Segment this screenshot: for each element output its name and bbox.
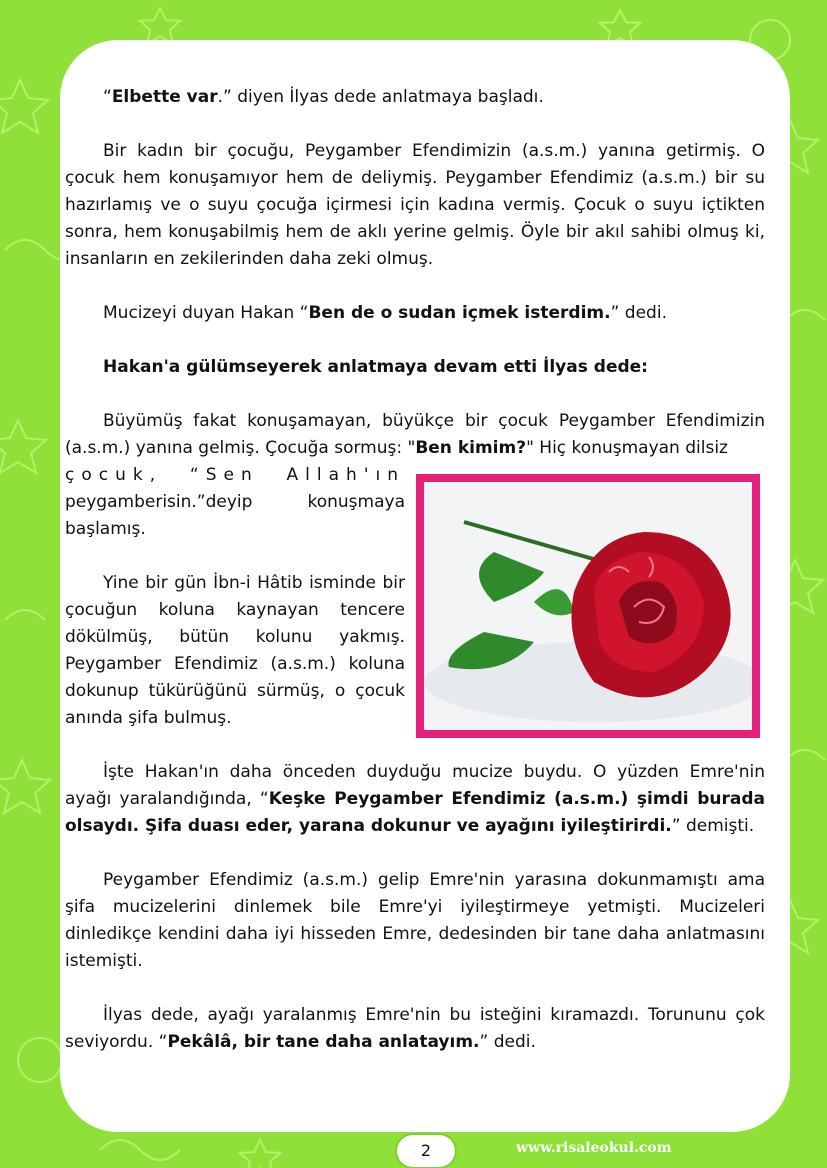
paragraph-hakan-wish: Mucizeyi duyan Hakan “Ben de o sudan içmek isterdim.” dedi. bbox=[103, 303, 667, 323]
bold-quote: Ben de o sudan içmek isterdim. bbox=[308, 303, 611, 323]
rose-photo bbox=[416, 474, 760, 738]
paragraph-hakan-memory: İşte Hakan'ın daha önceden duyduğu mucize buydu. O yüzden Emre'nin ayağı yaralandığında, “Keşke Peygamber Efendimiz (a.s.m.) şimdi burada olsaydı. Şifa duası eder, yarana dokunur ve ayağını iyileştirirdi.” demişti. bbox=[65, 762, 765, 836]
red-rose-icon bbox=[424, 482, 752, 730]
wrapped-column bbox=[65, 462, 405, 732]
paragraph-burn-healing: Yine bir gün İbn-i Hâtib isminde bir çocuğun koluna kaynayan tencere dökülmüş, bütün kolunu yakmış. Peygamber Efendimiz (a.s.m.) koluna dokunup tükürüğünü sürmüş, o çocuk anında şifa bulmuş. bbox=[65, 573, 405, 728]
paragraph-heading: Hakan'a gülümseyerek anlatmaya devam etti İlyas dede: bbox=[103, 357, 648, 377]
bold-quote: Elbette var bbox=[111, 87, 218, 107]
paragraph-miracle-water: Bir kadın bir çocuğu, Peygamber Efendimizin (a.s.m.) yanına getirmiş. O çocuk hem konuşamıyor hem de deliymiş. Peygamber Efendimiz (a.s.m.) bir su hazırlamış ve o suyu çocuğa içirmesi için kadına vermiş. Çocuk o suyu içtikten sonra, hem konuşabilmiş hem de aklı yerine gelmiş. Öyle bir akıl sahibi olmuş ki, insanların en zekilerinden daha zeki olmuş. bbox=[65, 141, 765, 269]
paragraph-mute-child-end: peygamberisin.”deyip konuşmaya başlamış. bbox=[65, 492, 405, 539]
spaced-line: çocuk, “Sen Allah'ın bbox=[65, 465, 405, 485]
bold-quote: Keşke Peygamber Efendimiz (a.s.m.) şimdi burada olsaydı. Şifa duası eder, yarana dokunur ve ayağını iyileştirirdi. bbox=[65, 789, 765, 836]
paragraph-intro: “Elbette var.” diyen İlyas dede anlatmaya başladı. bbox=[103, 87, 544, 107]
paragraph-ilyas-agrees: İlyas dede, ayağı yaralanmış Emre'nin bu isteğini kıramazdı. Torununu çok seviyordu. “Pekâlâ, bir tane daha anlatayım.” dedi. bbox=[65, 1005, 765, 1052]
paragraph-mute-child: Büyümüş fakat konuşamayan, büyükçe bir çocuk Peygamber Efendimizin (a.s.m.) yanına gelmiş. Çocuğa sormuş: "Ben kimim?" Hiç konuşmayan dilsiz bbox=[65, 411, 765, 458]
bold-quote: Ben kimim? bbox=[415, 438, 527, 458]
website-link[interactable]: www.risaleokul.com bbox=[516, 1140, 672, 1156]
paragraph-emre-healed: Peygamber Efendimiz (a.s.m.) gelip Emre'nin yarasına dokunmamıştı ama şifa mucizelerini dinlemek bile Emre'yi iyileştirmeye yetmişti. Mucizeleri dinledikçe kendini daha iyi hisseden Emre, dedesinden bir tane daha anlatmasını istemişti. bbox=[65, 870, 765, 971]
bold-quote: Pekâlâ, bir tane daha anlatayım. bbox=[167, 1032, 480, 1052]
page-number: 2 bbox=[397, 1135, 455, 1167]
